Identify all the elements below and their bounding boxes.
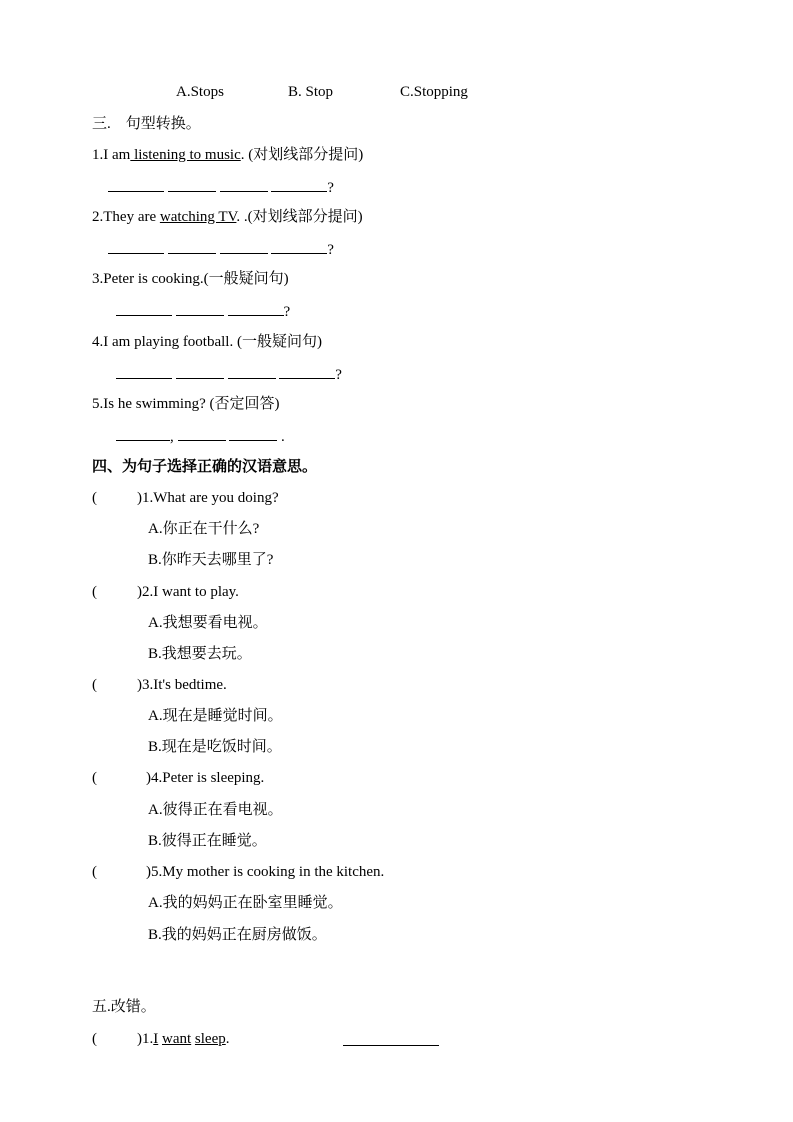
s3-answer-2[interactable]: ? [108,239,334,259]
s3-question-3: 3.Peter is cooking.(一般疑问句) [92,271,289,287]
s4-option-5a: A.我的妈妈正在卧室里睡觉。 [148,895,343,911]
s4-option-4a: A.彼得正在看电视。 [148,802,283,818]
s3-answer-3[interactable]: ? [116,301,290,321]
s4-question-1: )1.What are you doing? [137,490,279,506]
s4-bracket-1[interactable]: ( [92,490,97,506]
s3-question-1: 1.I am listening to music. (对划线部分提问) [92,147,364,163]
s5-answer-line-1[interactable] [343,1045,439,1046]
s3-question-4: 4.I am playing football. (一般疑问句) [92,334,322,350]
s4-option-4b: B.彼得正在睡觉。 [148,833,267,849]
s4-option-1a: A.你正在干什么? [148,521,260,537]
s4-option-2b: B.我想要去玩。 [148,646,252,662]
s4-bracket-4[interactable]: ( [92,770,97,786]
s3-answer-1[interactable]: ? [108,177,334,197]
s4-question-5: )5.My mother is cooking in the kitchen. [146,864,385,880]
s4-option-3a: A.现在是睡觉时间。 [148,708,283,724]
s4-option-3b: B.现在是吃饭时间。 [148,739,282,755]
s3-answer-5[interactable]: , . [116,426,285,446]
s4-option-5b: B.我的妈妈正在厨房做饭。 [148,927,327,943]
s4-question-4: )4.Peter is sleeping. [146,770,265,786]
section4-heading: 四、为句子选择正确的汉语意思。 [92,459,318,475]
section5-heading: 五.改错。 [92,999,156,1015]
s5-bracket-1[interactable]: ( [92,1031,97,1047]
option-c: C.Stopping [400,84,468,100]
s4-bracket-3[interactable]: ( [92,677,97,693]
s5-question-1: )1.I want sleep. [137,1031,230,1047]
s4-option-1b: B.你昨天去哪里了? [148,552,274,568]
option-a: A.Stops [176,84,224,100]
s4-question-2: )2.I want to play. [137,584,239,600]
underlined-phrase: listening to music [130,147,241,163]
underlined-phrase: watching TV [159,209,237,225]
section3-heading: 三. 句型转换。 [92,116,201,132]
s3-question-2: 2.They are watching TV. .(对划线部分提问) [92,209,363,225]
s4-bracket-2[interactable]: ( [92,584,97,600]
s4-question-3: )3.It's bedtime. [137,677,227,693]
s3-answer-4[interactable]: ? [116,364,342,384]
s3-question-5: 5.Is he swimming? (否定回答) [92,396,280,412]
s4-bracket-5[interactable]: ( [92,864,97,880]
option-b: B. Stop [288,84,334,100]
s4-option-2a: A.我想要看电视。 [148,615,268,631]
